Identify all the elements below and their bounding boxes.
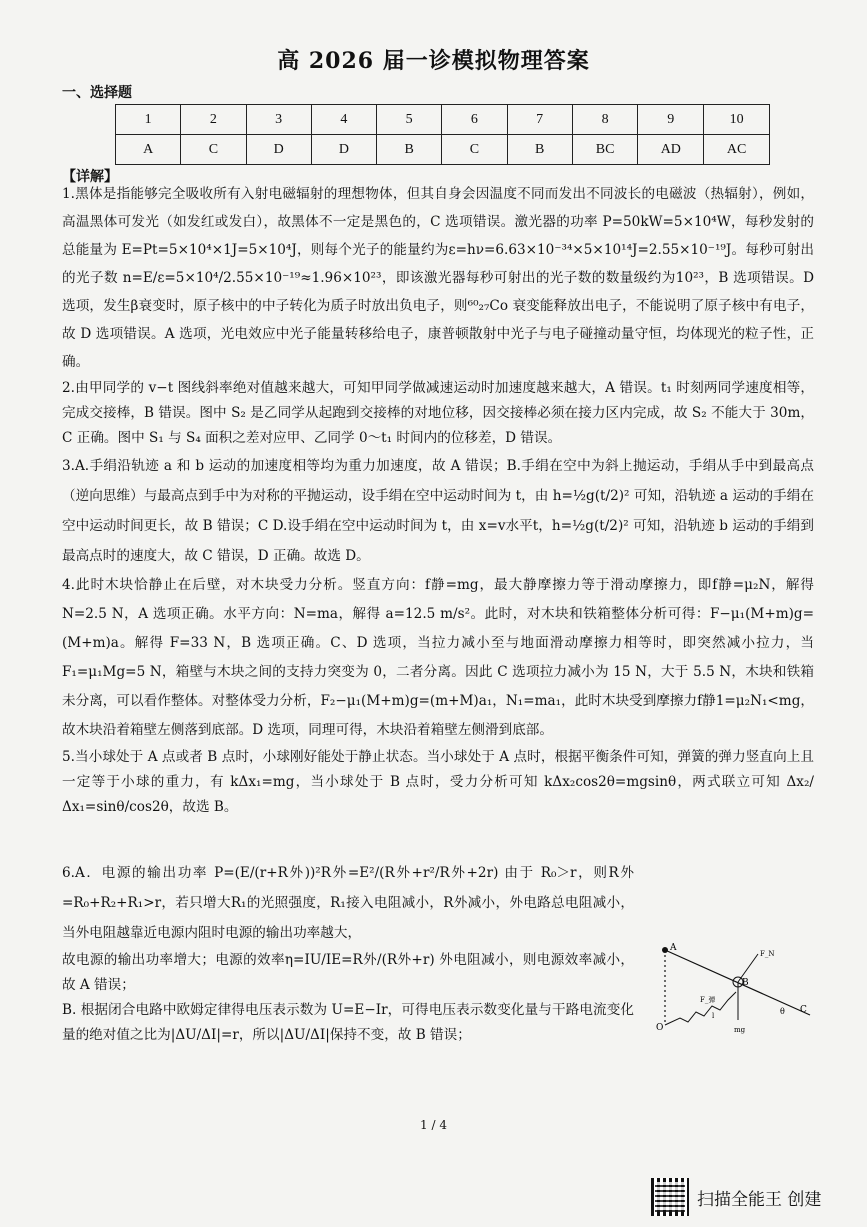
answer-letter: AC [704, 135, 770, 165]
explanation-q1: 1.黑体是指能够完全吸收所有入射电磁辐射的理想物体，但其自身会因温度不同而发出不同波长的电磁波（热辐射），例如，高温黑体可发光（如发红或发白），故黑体不一定是黑色的，C 选项错误。激光器的功率 P=50kW=5×10⁴W，每秒发射的总能量为 E=Pt=5×10⁴×1J=5×10⁴J，则每个光子的能量约为ε=hν=6.63×10⁻³⁴×5×10¹⁴J=2.55×10⁻¹⁹J。每秒可射出的光子数 n=E/ε=5×10⁴/2.55×10⁻¹⁹≈1.96×10²³，即该激光器每秒可射出的光子数的数量级约为10²³，B 选项错误。D 选项，发生β衰变时，原子核中的中子转化为质子时放出负电子，则⁶⁰₂₇Co 衰变能释放出电子，不能说明了原子核中有电子，故 D 选项错误。A 选项，光电效应中光子能量转移给电子，康普顿散射中光子与电子碰撞动量守恒，均体现光的粒子性，正确。 [62, 186, 814, 370]
answer-letter: D [311, 135, 376, 165]
scanner-watermark [651, 1178, 821, 1216]
question-number: 6 [442, 105, 507, 135]
label-fm: F_弹 [700, 996, 716, 1004]
question-number: 4 [311, 105, 376, 135]
question-number: 8 [572, 105, 638, 135]
question-number: 7 [507, 105, 572, 135]
answer-letter: BC [572, 135, 638, 165]
question-number: 1 [116, 105, 181, 135]
question-number: 10 [704, 105, 770, 135]
question-number: 2 [181, 105, 246, 135]
section-heading: 一、选择题 [62, 85, 132, 101]
label-theta: θ [780, 1007, 785, 1016]
answer-letter: B [377, 135, 442, 165]
answer-table [115, 104, 770, 165]
label-mg: mg [734, 1026, 746, 1034]
answer-letter: AD [638, 135, 704, 165]
answer-letter: C [181, 135, 246, 165]
answer-letter-row [116, 135, 770, 165]
page-title: 高 2026 届一诊模拟物理答案 [277, 48, 590, 74]
label-c: C [800, 1005, 807, 1015]
label-o: O [656, 1023, 664, 1033]
explanation-q5: 5.当小球处于 A 点或者 B 点时，小球刚好能处于静止状态。当小球处于 A 点时，根据平衡条件可知，弹簧的弹力竖直向上且一定等于小球的重力，有 kΔx₁=mg，当小球处于 B 点时，受力分析可知 kΔx₂cos2θ=mgsinθ，两式联立可知 Δx₂/Δx₁=sinθ/cos2θ，故选 B。 [62, 749, 814, 815]
watermark-text: 扫描全能王 创建 [697, 1189, 822, 1210]
detail-heading: 【详解】 [62, 169, 118, 185]
answer-letter: D [246, 135, 311, 165]
ball-a [662, 947, 668, 953]
incline-spring-diagram [640, 940, 820, 1040]
explanation-q6-a-cont: 故电源的输出功率增大；电源的效率η=IU/IE=R外/(R外+r) 外电阻减小，则电源效率减小，故 A 错误； [62, 952, 634, 993]
answer-letter: C [442, 135, 507, 165]
explanation-q6-b: B. 根据闭合电路中欧姆定律得电压表示数为 U=E−Ir，可得电压表示数变化量与干路电流变化量的绝对值之比为|ΔU/ΔI|=r，所以|ΔU/ΔI|保持不变，故 B 错误； [62, 1002, 634, 1043]
explanation-q4: 4.此时木块恰静止在后壁，对木块受力分析。竖直方向：f静=mg，最大静摩擦力等于滑动摩擦力，即f静=μ₂N，解得 N=2.5 N，A 选项正确。水平方向：N=ma，解得 a=12.5 m/s²。此时，对木块和铁箱整体分析可得：F−μ₁(M+m)g=(M+m)a。解得 F=33 N，B 选项正确。C、D 选项，当拉力减小至与地面滑动摩擦力相等时，即突然减小拉力，当F₁=μ₁Mg=5 N，箱壁与木块之间的支持力突变为 0，二者分离。因此 C 选项拉力减小为 15 N，大于 5.5 N，木块和铁箱未分离，可以看作整体。对整体受力分析，F₂−μ₁(M+m)g=(m+M)a₁，N₁=ma₁，此时木块受到摩擦力f静1=μ₂N₁<mg，故木块沿着箱壁左侧落到底部。D 选项，同理可得，木块沿着箱壁左侧滑到底部。 [62, 577, 814, 738]
qr-code-icon [651, 1178, 689, 1216]
question-number: 3 [246, 105, 311, 135]
question-number: 5 [377, 105, 442, 135]
label-l: l [712, 1012, 715, 1020]
answer-number-row [116, 105, 770, 135]
answer-letter: A [116, 135, 181, 165]
label-b: B [742, 978, 749, 988]
explanation-q6-a: 6.A．电源的输出功率 P=(E/(r+R外))²R外=E²/(R外+r²/R外+2r) 由于 R₀＞r，则R外=R₀+R₂+R₁>r，若只增大R₁的光照强度，R₁接入电阻减小，R外减小，外电路总电阻减小，当外电阻越靠近电源内阻时电源的输出功率越大， [62, 865, 634, 941]
question-number: 9 [638, 105, 704, 135]
explanation-q3: 3.A.手绢沿轨迹 a 和 b 运动的加速度相等均为重力加速度，故 A 错误；B.手绢在空中为斜上抛运动，手绢从手中到最高点（逆向思维）与最高点到手中为对称的平抛运动，设手绢在空中运动时间为 t，由 h=½g(t/2)² 可知，沿轨迹 a 运动的手绢在空中运动时间更长，故 B 错误；C D.设手绢在空中运动时间为 t，由 x=v水平t，h=½g(t/2)² 可知，沿轨迹 b 运动的手绢到最高点时的速度大，故 C 错误，D 正确。故选 D。 [62, 458, 814, 564]
explanation-block [62, 180, 814, 820]
explanation-q2: 2.由甲同学的 v−t 图线斜率绝对值越来越大，可知甲同学做减速运动时加速度越来越大，A 错误。t₁ 时刻两同学速度相等，完成交接棒，B 错误。图中 S₂ 是乙同学从起跑到交接棒的对地位移，因交接棒必须在接力区内完成，故 S₂ 不能大于 30m，C 正确。图中 S₁ 与 S₄ 面积之差对应甲、乙同学 0～t₁ 时间内的位移差，D 错误。 [62, 380, 814, 446]
answer-letter: B [507, 135, 572, 165]
label-a: A [670, 943, 677, 953]
label-fn: F_N [760, 950, 775, 958]
page-number: 1 / 4 [420, 1118, 447, 1132]
